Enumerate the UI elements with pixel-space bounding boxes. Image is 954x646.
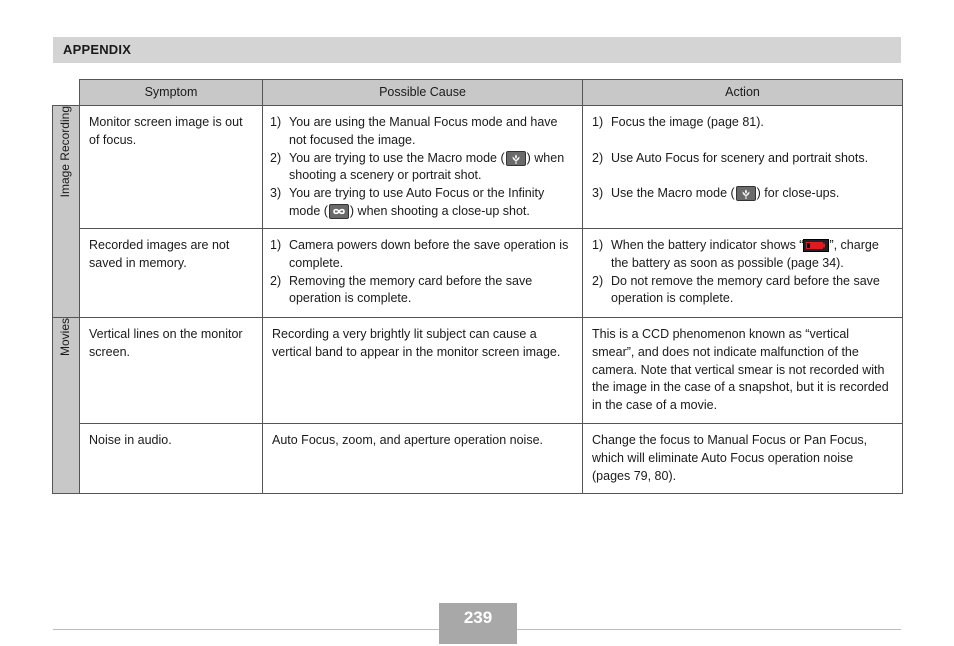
action-cell: This is a CCD phenomenon known as “vertical smear”, and does not indicate malfunction of the camera. Note that vertical smear is not recorded with the image in the case of a snapshot, but it is recorded in the case of a movie. — [583, 318, 903, 424]
infinity-icon — [329, 204, 349, 219]
cause-cell — [263, 106, 583, 229]
list-item: 1) When the battery indicator shows “ ”, charge the battery as soon as possible (page 34). — [592, 238, 879, 270]
section-title: APPENDIX — [63, 42, 132, 57]
list-item: 2) Removing the memory card before the save operation is complete. — [270, 273, 533, 306]
symptom-cell: Vertical lines on the monitor screen. — [80, 318, 263, 424]
troubleshooting-table — [52, 79, 903, 494]
list-item: 3) Use the Macro mode ( ) for close-ups. — [592, 186, 840, 201]
list-item: 2) You are trying to use the Macro mode ( ) when shooting a scenery or portrait shot. — [270, 150, 565, 183]
list-item: 2) Do not remove the memory card before the save operation is complete. — [592, 273, 880, 306]
corner-cell — [53, 80, 80, 106]
list-item: 1) Camera powers down before the save operation is complete. — [270, 238, 569, 270]
list-item: 1) You are using the Manual Focus mode and have not focused the image. — [270, 115, 558, 147]
group-image-recording — [53, 106, 80, 318]
section-header — [53, 37, 901, 63]
list-item: 2) Use Auto Focus for scenery and portrait shots. — [592, 150, 869, 165]
action-cell — [583, 229, 903, 318]
list-item: 3) You are trying to use Auto Focus or the Infinity mode ( ) when shooting a close-up shot. — [270, 186, 545, 218]
group-movies — [53, 318, 80, 494]
cause-cell: Auto Focus, zoom, and aperture operation noise. — [263, 424, 583, 494]
list-item: 1) Focus the image (page 81). — [592, 115, 764, 129]
action-cell — [583, 106, 903, 229]
column-header-symptom: Symptom — [80, 80, 263, 106]
symptom-cell: Recorded images are not saved in memory. — [80, 229, 263, 318]
cause-cell: Recording a very brightly lit subject can cause a vertical band to appear in the monitor screen image. — [263, 318, 583, 424]
page-number: 239 — [439, 603, 517, 644]
battery-low-icon — [803, 239, 829, 252]
group-label: Image Recording — [58, 106, 73, 198]
table-row — [53, 318, 903, 424]
table-row — [53, 229, 903, 318]
table-row — [53, 106, 903, 229]
cause-cell — [263, 229, 583, 318]
action-cell: Change the focus to Manual Focus or Pan Focus, which will eliminate Auto Focus operation noise (pages 79, 80). — [583, 424, 903, 494]
group-label: Movies — [58, 318, 73, 357]
symptom-cell: Noise in audio. — [80, 424, 263, 494]
column-header-action: Action — [583, 80, 903, 106]
table-header-row — [53, 80, 903, 106]
symptom-cell: Monitor screen image is out of focus. — [80, 106, 263, 229]
macro-flower-icon — [506, 151, 526, 166]
table-row — [53, 424, 903, 494]
column-header-cause: Possible Cause — [263, 80, 583, 106]
macro-flower-icon — [736, 186, 756, 201]
